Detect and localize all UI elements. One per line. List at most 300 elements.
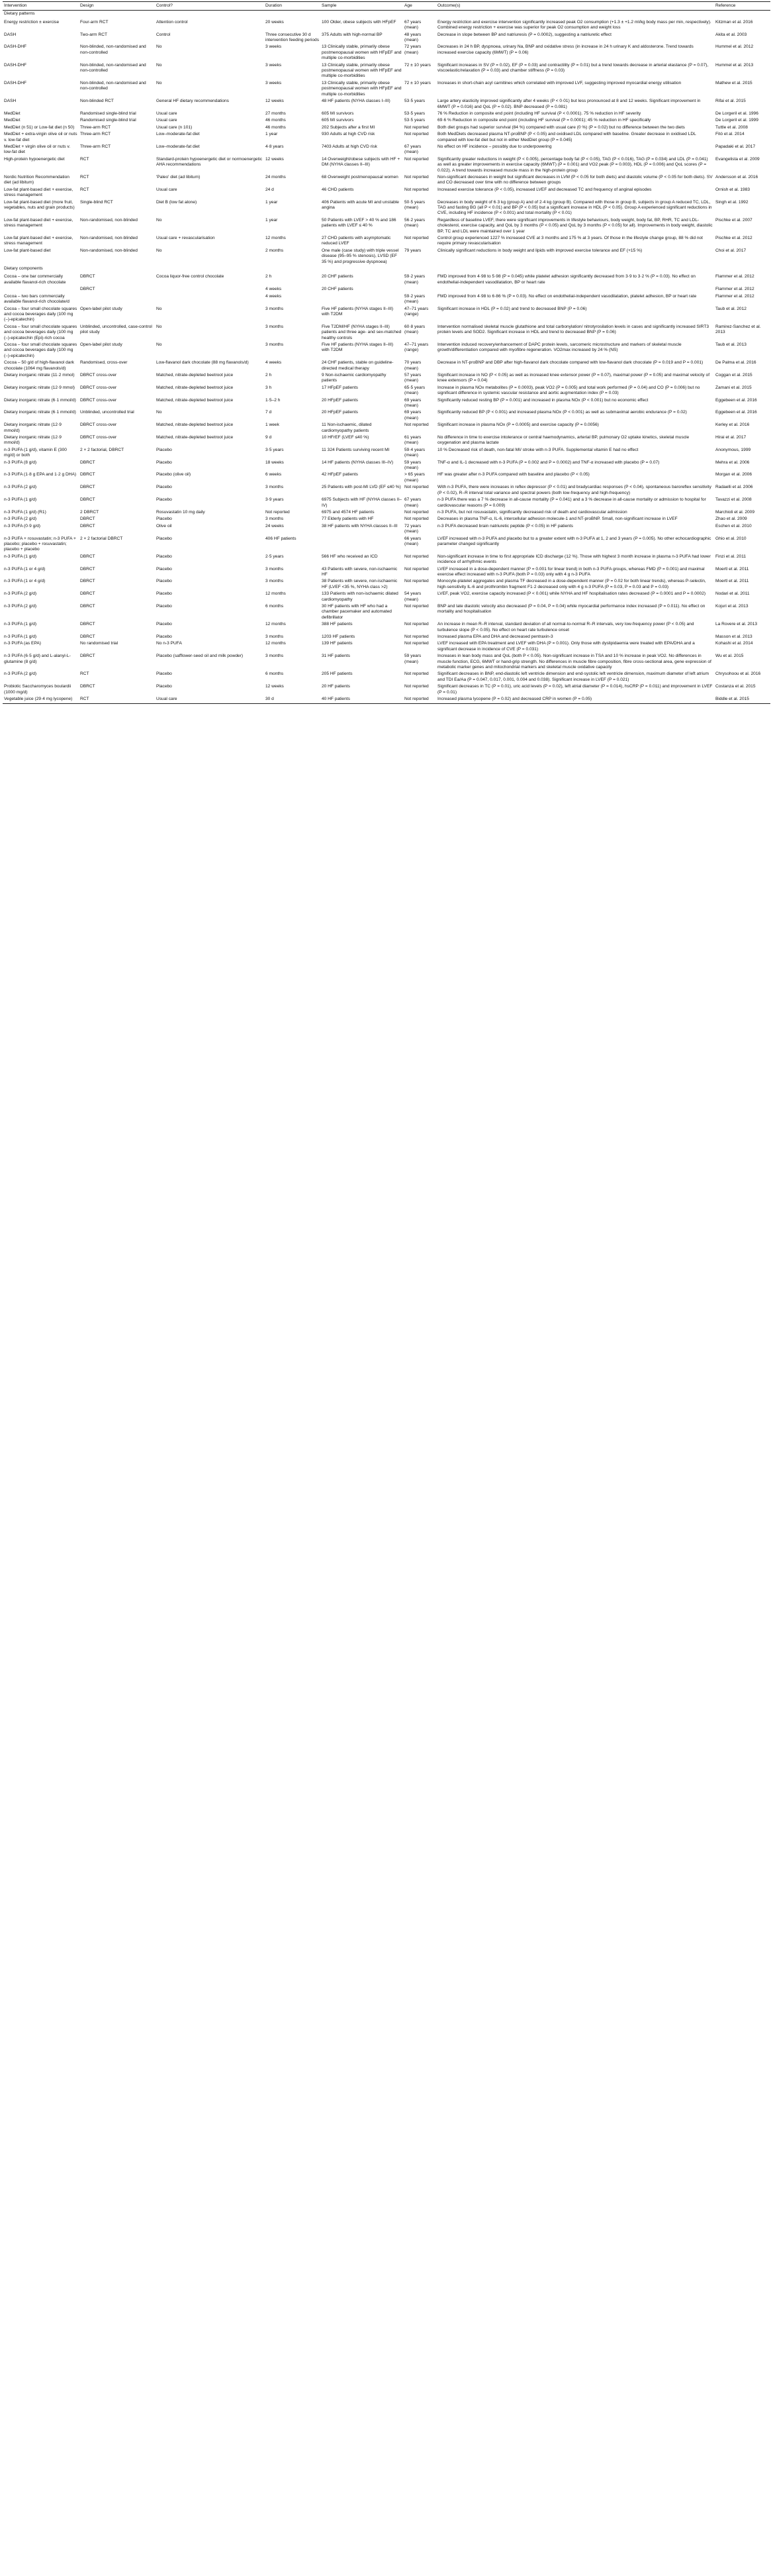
cell-reference: Masson et al. 2013	[715, 634, 752, 640]
cell-outcome: Energy restriction and exercise intervention significantly increased peak O2 consumption (+1.3 ± +1.2 ml/kg body mass per min, respectively). Combined energy restriction + exercise was superior for peak O2 consumption and weight loss	[437, 19, 711, 30]
cell-sample: Five HF patients (NYHA stages II–III) with T2DM	[322, 342, 394, 353]
cell-sample: 7403 Adults at high CVD risk	[322, 144, 377, 149]
cell-duration: Three consecutive 30 d intervention feeding periods	[265, 32, 320, 43]
cell-duration: 4 weeks	[265, 360, 282, 366]
cell-duration: 3 months	[265, 517, 284, 522]
cell-control: No	[156, 44, 162, 50]
cell-reference: Rifai et al. 2015	[715, 99, 746, 104]
col-header-control: Control?	[155, 2, 264, 11]
cell-design: DBRCT	[80, 684, 95, 689]
cell-design: Open-label pilot study	[80, 306, 122, 311]
cell-reference: Mathew et al. 2015	[715, 80, 752, 85]
cell-intervention: n-3 PUFA (2 g/d)	[4, 485, 37, 490]
cell-control: Matched, nitrate-depleted beetroot juice	[156, 435, 234, 440]
cell-control: Placebo	[156, 579, 172, 584]
table-row	[3, 272, 770, 286]
cell-sample: 6975 and 4574 HF patients	[322, 509, 375, 515]
cell-outcome: Decreases in 24 h BP, dyspnoea, urinary Na, BNP and oxidative stress (in increase in 24 h urinary K and aldosterone. Trend towards increased exercise capacity (6MWT) (P = 0.06)	[437, 44, 694, 55]
cell-design: RCT	[79, 696, 155, 703]
cell-design: Non-blinded, non-randomised and non-controlled	[80, 62, 146, 74]
cell-reference: Flammer et al. 2012	[715, 293, 754, 299]
cell-duration: 12 months	[265, 641, 286, 646]
cell-control: Placebo	[156, 622, 172, 627]
cell-sample: 40 HF patients	[320, 696, 403, 703]
table-row	[3, 324, 770, 342]
cell-outcome: Increased plasma lycopene (P = 0.02) and decreased CRP in women (P = 0.05)	[436, 696, 714, 703]
cell-sample: 38 Patients with severe, non-ischaemic HF (LVEF <35 %, NYHA class >2)	[322, 579, 398, 589]
cell-design: Single-blind RCT	[80, 199, 113, 205]
cell-control: Low–moderate-fat diet	[156, 132, 200, 137]
cell-intervention: n-3 PUFA (1·8 g EPA and 1·2 g DHA)	[4, 472, 77, 477]
cell-reference: Marchioli et al. 2009	[715, 509, 755, 515]
section-title: Dietary patterns	[4, 11, 35, 17]
cell-reference: Zhao et al. 2009	[715, 517, 747, 522]
cell-outcome: Significant increase in HDL (P = 0.02) and trend to decreased BNP (P = 0.06)	[437, 306, 587, 311]
cell-design: Unblinded, uncontrolled, case-control pilot study	[80, 324, 152, 335]
cell-sample: 43 Patients with severe, non-ischaemic HF	[322, 566, 398, 577]
cell-age: 53·5 years	[404, 118, 426, 123]
table-row	[3, 306, 770, 324]
cell-outcome: Decrease in NT-proBNP and DBP after high-flavanol dark chocolate compared with low-flavanol dark chocolate (P = 0.019 and P = 0.001)	[437, 360, 704, 366]
cell-design: Randomised single-blind trial	[80, 118, 136, 123]
cell-design: 2 × 2 factorial, DBRCT	[80, 447, 124, 452]
cell-control: Standard-protein hypoenergetic diet or normoenergetic AHA recommendations	[156, 156, 263, 168]
cell-intervention: Cocoa – four small chocolate squares and cocoa beverages daily (100 mg (–)-epicatechin)	[4, 306, 77, 322]
cell-intervention: Cocoa – four small chocolate squares and cocoa beverages daily (100 mg (–)-epicatechin (Epi)-rich cocoa	[4, 324, 77, 340]
cell-design: DBRCT	[80, 485, 95, 490]
section-title: Dietary components	[4, 266, 43, 272]
cell-intervention: n-3 PUFA (1 g/d)	[4, 554, 37, 559]
cell-sample: 11 324 Patients surviving recent MI	[322, 447, 390, 452]
cell-duration: 2·5 years	[265, 554, 284, 559]
cell-intervention: n-3 PUFA + rosuvastatin; n-3 PUFA + placebo; placebo + rosuvastatin; placebo + placebo	[4, 536, 76, 552]
cell-sample: Five HF patients (NYHA stages II–III) with T2DM	[322, 306, 394, 317]
cell-sample: 14 HF patients (NYHA classes III–IV)	[322, 460, 394, 465]
cell-reference: Papadaki et al. 2017	[715, 144, 756, 149]
cell-sample	[320, 293, 403, 306]
cell-design: Non-blinded RCT	[80, 99, 114, 104]
cell-design: DBRCT	[80, 287, 95, 292]
cell-sample: 566 HF who received an ICD	[322, 554, 378, 559]
cell-sample: 202 Subjects after a first MI	[322, 124, 375, 130]
cell-reference: Chrysohoou et al. 2016	[715, 671, 761, 677]
cell-age: Not reported	[404, 684, 429, 689]
cell-reference: Coggan et al. 2015	[715, 372, 752, 377]
cell-intervention: n-3 PUFA (8 g/d)	[4, 460, 37, 465]
cell-intervention: n-3 PUFA (2 g/d)	[4, 591, 37, 597]
cell-intervention: MedDiet + virgin olive oil or nuts v. low-fat diet	[4, 144, 71, 155]
cell-duration: 1 year	[265, 217, 278, 223]
cell-sample: 20 HFpEF patients	[322, 410, 358, 415]
cell-duration: 2 months	[265, 248, 284, 253]
cell-design: Two-arm RCT	[80, 32, 108, 37]
cell-outcome: Control group experienced 1227 % increased CVE at 3 months and 175 % at 3 years. Of those in the lifestyle change group, 88 % did not require primary revascularisation	[437, 236, 703, 246]
table-row	[3, 603, 770, 621]
cell-age: 59 years (mean)	[404, 654, 422, 664]
cell-outcome: LVEF increased with EPA treatment and LVEF with DHA (P = 0.001). Only those with dyslipidaemia were treated with EPA/DHA and a significant decrease in incidence of CVE (P = 0.031)	[437, 641, 695, 652]
cell-control: Matched, nitrate-depleted beetroot juice	[156, 422, 234, 428]
cell-reference: Tuttle et al. 2008	[715, 124, 748, 130]
cell-design: DBRCT	[80, 654, 95, 659]
cell-reference: Fitó et al. 2014	[715, 132, 745, 137]
cell-reference: Moertl et al. 2011	[715, 579, 749, 584]
cell-duration: 3·5 years	[265, 447, 284, 452]
cell-control: No	[156, 62, 162, 68]
cell-sample: 27 CHD patients with asymptomatic reduced LVEF	[322, 236, 391, 246]
table-row	[3, 174, 770, 187]
cell-control: No	[156, 342, 162, 347]
cell-design: Non-blinded, non-randomised and non-controlled	[80, 80, 146, 91]
cell-age: 79 years	[404, 248, 422, 253]
cell-design: Non-blinded, non-randomised and non-controlled	[80, 44, 146, 55]
cell-reference: Morgan et al. 2006	[715, 472, 752, 477]
cell-duration: 12 weeks	[265, 684, 284, 689]
cell-outcome	[436, 286, 714, 293]
cell-duration: 6 months	[265, 604, 284, 609]
cell-outcome: Both diet groups had superior survival (84 %) compared with usual care (0 %) (P = 0.02) but no difference between the two diets	[437, 124, 685, 130]
cell-age: 54 years (mean)	[404, 591, 422, 602]
cell-outcome: TNF-α and IL-1 decreased with n-3 PUFA (P = 0.002 and P = 0.0002) and TNF-α increased with placebo (P = 0.07)	[437, 460, 660, 465]
cell-duration: 12 months	[265, 591, 286, 597]
cell-design: 2 × 2 factorial DBRCT	[80, 536, 123, 541]
cell-outcome: HF was greater after n-3 PUFA compared with baseline and placebo (P < 0.05)	[437, 472, 590, 477]
table-row	[3, 696, 770, 703]
cell-sample: 20 HFpEF patients	[322, 397, 358, 403]
cell-control: Rosuvastatin 10 mg daily	[156, 509, 205, 515]
cell-outcome: No effect on HF incidence – possibly due to underpowering	[437, 144, 552, 149]
cell-control: Usual care	[156, 111, 177, 116]
cell-sample: 930 Adults at high CVD risk	[322, 132, 375, 137]
cell-duration: 18 weeks	[265, 460, 284, 465]
cell-reference: De Lorgeril et al. 1996	[715, 111, 758, 116]
cell-age: 61 years (mean)	[404, 435, 422, 446]
cell-control: Matched, nitrate-depleted beetroot juice	[156, 385, 234, 390]
cell-age: Not reported	[404, 485, 429, 490]
cell-age: 72 ± 10 years	[404, 62, 431, 68]
cell-design: RCT	[80, 156, 89, 162]
cell-age: 56·2 years (mean)	[404, 217, 426, 228]
cell-duration: 4 weeks	[265, 287, 282, 292]
cell-control: Placebo	[156, 497, 172, 503]
cell-intervention: Low-fat plant-based diet + exercise, stress management	[4, 236, 73, 246]
cell-sample: 605 MI survivors	[322, 111, 354, 116]
cell-age: Not reported	[404, 604, 429, 609]
cell-age: 59·2 years (mean)	[404, 293, 426, 305]
cell-reference: Flammer et al. 2012	[715, 287, 754, 292]
cell-duration: 6 weeks	[265, 472, 282, 477]
col-header-duration: Duration	[264, 2, 320, 11]
cell-age: 69 years (mean)	[404, 410, 422, 421]
cell-control: Placebo	[156, 447, 172, 452]
cell-design: Randomised single-blind trial	[80, 111, 136, 116]
cell-design: DBRCT cross-over	[80, 385, 117, 390]
cell-age: 66 years (mean)	[404, 536, 422, 546]
cell-reference: Wu et al. 2015	[715, 654, 744, 659]
table-row	[3, 117, 770, 124]
col-header-age: Age	[403, 2, 436, 11]
table-row	[3, 460, 770, 472]
cell-age: Not reported	[404, 517, 429, 522]
cell-duration: 24 weeks	[265, 523, 284, 528]
cell-reference: Ramirez-Sanchez et al. 2013	[715, 324, 761, 335]
cell-outcome: Increased exercise tolerance (P < 0.05), increased LVEF and decreased TC and frequency of anginal episodes	[437, 187, 652, 192]
table-row	[3, 640, 770, 653]
cell-reference: Andersson et al. 2016	[715, 174, 758, 179]
cell-control: Placebo (olive oil)	[156, 472, 191, 477]
cell-age: Not reported	[404, 634, 429, 640]
cell-outcome: Decreases in plasma TNF-α, IL-6, intercellular adhesion molecule-1 and NT-proBNP. Small, non-significant increase in LVEF	[437, 517, 678, 522]
cell-sample: 68 Overweight postmenopausal women	[322, 174, 398, 179]
cell-intervention: DASH	[4, 99, 17, 104]
cell-duration: 24 d	[265, 187, 274, 192]
cell-age: Not reported	[404, 124, 429, 130]
table-row	[3, 342, 770, 360]
cell-sample: 50 Patients with LVEF > 40 % and 186 patients with LVEF ≤ 40 %	[322, 217, 396, 228]
cell-duration: 2 h	[265, 274, 272, 279]
cell-intervention: n-3 PUFA (1 g/d) (R1)	[4, 509, 46, 515]
cell-intervention: n-3 PUFA (1 g/d), vitamin E (300 mg/d) or both	[4, 447, 67, 458]
cell-sample: 1203 HF patients	[322, 634, 355, 640]
cell-outcome: Decreases in body weight of 6·3 kg (group A) and of 2·4 kg (group B). Compared with those in group B, subjects in group A reduced TC, LDL, TAG and fasting BG (all P < 0.01) and BP (P < 0.05) but a significant increase in HDL (P < 0.05). Group A experienced significant reductions in CVE, including HF incidence (P < 0.001) and total mortality (P < 0.01)	[437, 199, 712, 216]
cell-reference: Ghio et al. 2010	[715, 536, 747, 541]
cell-sample: 20 HF patients	[322, 684, 350, 689]
cell-control: Placebo	[156, 517, 172, 522]
cell-outcome: n-3 PUFA, but not rosuvastatin, significantly decreased risk of death and cardiovascular admission	[437, 509, 627, 515]
table-row	[3, 509, 770, 516]
cell-intervention: DASH	[4, 32, 17, 37]
cell-sample: 375 Adults with high-normal BP	[322, 32, 383, 37]
cell-intervention: n-3 PUFA (1 g/d)	[4, 622, 37, 627]
cell-reference: De Palma et al. 2016	[715, 360, 756, 366]
cell-reference: Pischke et al. 2012	[715, 236, 752, 241]
cell-design: Four-arm RCT	[80, 19, 109, 25]
cell-outcome: Significant increase in plasma NOx (P = 0.0005) and exercise capacity (P = 0.0056)	[437, 422, 599, 428]
cell-outcome: Intervention induced recovery/enhancement of DAPC protein levels, sarcomeric microstructure and markers of skeletal muscle growth/differentiation compared with myofibre regeneration. VO2max increased by 24 % (NS)	[437, 342, 682, 353]
cell-age: Not reported	[404, 236, 429, 241]
cell-sample: 205 HF patients	[322, 671, 353, 677]
cell-duration: 30 d	[264, 696, 320, 703]
cell-design: DBRCT	[80, 497, 95, 503]
cell-design: RCT	[80, 187, 89, 192]
cell-age: 57 years (mean)	[404, 372, 422, 383]
cell-control: Olive oil	[156, 523, 172, 528]
cell-duration: 12 months	[265, 622, 286, 627]
cell-control: Diet B (low fat alone)	[156, 199, 197, 205]
cell-reference: Taub et al. 2012	[715, 306, 747, 311]
cell-intervention: DASH-DHF	[4, 44, 27, 50]
cell-design: DBRCT	[80, 591, 95, 597]
cell-design: DBRCT cross-over	[80, 435, 117, 440]
cell-sample: 14 Overweight/obese subjects with HF + DM (NYHA classes II–III)	[322, 156, 400, 168]
cell-duration: 4 weeks	[265, 293, 282, 299]
cell-sample: 38 HF patients with NYHA classes II–III	[322, 523, 398, 528]
cell-age: > 65 years (mean)	[404, 472, 425, 483]
cell-outcome: Increases in lean body mass and QoL (both P < 0.05). Non-significant increase in TSA and 10 % increase in peak VO2. No differences in muscle function, ECG, 6MWT or hand-grip strength. No differences in muscle fibre composition, fibre cross-sectional area, gene expression of metabolic marker genes and mitochondrial markers and skeletal muscle oxidative capacity	[437, 654, 711, 670]
cell-age: Not reported	[404, 422, 429, 428]
cell-sample: 605 MI survivors	[322, 118, 354, 123]
cell-sample: 9 Non-ischaemic cardiomyopathy patients	[322, 372, 386, 383]
cell-age: Not reported	[404, 566, 429, 571]
table-row	[3, 471, 770, 484]
cell-design: RCT	[80, 174, 89, 179]
table-row	[3, 286, 770, 293]
cell-design: DBRCT	[80, 523, 95, 528]
cell-duration: 1 year	[265, 132, 278, 137]
table-row	[3, 62, 770, 80]
cell-reference: Mehra et al. 2006	[715, 460, 750, 465]
cell-reference: Eggebeen et al. 2016	[715, 410, 757, 415]
cell-design: DBRCT	[80, 274, 95, 279]
cell-intervention	[3, 286, 79, 293]
cell-sample: 10 HFrEF (LVEF ≤40 %)	[322, 435, 369, 440]
cell-intervention: MedDiet (n 51) or Low-fat diet (n 50)	[4, 124, 75, 130]
header-row	[3, 2, 770, 11]
cell-age: Not reported	[404, 622, 429, 627]
cell-control: Usual care (n 101)	[156, 124, 193, 130]
cell-control: Placebo	[156, 460, 172, 465]
cell-duration: 24 months	[265, 174, 286, 179]
cell-outcome: 76 % Reduction in composite end point (including HF survival (P < 0.0001). 75 % reduction in HF severity	[437, 111, 641, 116]
cell-outcome: Increased plasma EPA and DHA and decreased pentraxin-3	[437, 634, 553, 640]
section-row	[3, 266, 770, 272]
table-row	[3, 653, 770, 671]
cell-age: 53·5 years	[404, 99, 426, 104]
cell-duration: 406 HF patients	[265, 536, 296, 541]
cell-design: DBRCT	[80, 622, 95, 627]
cell-age: Not reported	[403, 696, 436, 703]
cell-age: 59·2 years (mean)	[404, 274, 426, 285]
cell-outcome: Non-significant decreases in weight but significant decreases in LVM (P < 0.05 for both diets) and diastolic volume (P < 0.05 for both diets). SV and CO decreased over time with no difference between groups	[437, 174, 713, 185]
cell-intervention: n-3 PUFA (1 g/d)	[4, 634, 37, 640]
cell-duration: 3 months	[265, 566, 284, 571]
cell-sample: 139 HF patients	[322, 641, 353, 646]
cell-outcome: Significant increases in SV (P = 0.02), EF (P = 0.03) and contractility (P = 0.01) but a trend towards decrease in arterial elastance (P = 0.07), viscoelastic/relaxation (P = 0.03) and chamber stiffness (P = 0.03)	[437, 62, 709, 74]
cell-control: Placebo	[156, 604, 172, 609]
cell-reference: Biddle et al. 2015	[714, 696, 770, 703]
table-row	[3, 217, 770, 235]
cell-design: Randomised, cross-over	[80, 360, 128, 366]
cell-sample: 388 HF patients	[322, 622, 353, 627]
cell-control	[155, 293, 264, 306]
cell-age: Not reported	[404, 641, 429, 646]
cell-outcome: Decrease in slope between BP and natriuresis (P = 0.0002), suggesting a natriuretic effect	[437, 32, 612, 37]
cell-design: DBRCT	[80, 634, 95, 640]
cell-outcome: Significantly reduced resting BP (P = 0.001) and increased in plasma NOx (P < 0.001) but no economic effect	[437, 397, 649, 403]
table-row	[3, 385, 770, 397]
cell-intervention: Low-fat plant-based diet	[4, 248, 51, 253]
cell-control: 'Paleo' diet (ad libitum)	[156, 174, 201, 179]
table-row	[3, 578, 770, 591]
cell-duration: 4·8 years	[265, 144, 284, 149]
cell-outcome: Large artery elasticity improved significantly after 4 weeks (P < 0·01) but less pronounced at 8 and 12 weeks. Significant improvement in 6MWT (P = 0.016) and QoL (P = 0.02). BNP decreased (P = 0.081)	[437, 99, 701, 109]
cell-age: Not reported	[404, 579, 429, 584]
cell-outcome: Significantly reduced BP (P < 0.001) and increased plasma NOx (P < 0.001) as well as submaximal aerobic endurance (P = 0.02)	[437, 410, 687, 415]
cell-age: Not reported	[404, 187, 429, 192]
cell-reference: Eggebeen et al. 2016	[715, 397, 757, 403]
cell-reference: Evangelista et al. 2009	[715, 156, 760, 162]
cell-design: DBRCT	[80, 579, 95, 584]
cell-reference: Costanza et al. 2015	[715, 684, 756, 689]
cell-design: Non-randomised, non-blinded	[80, 236, 138, 241]
cell-duration: 46 months	[265, 118, 286, 123]
table-row	[3, 32, 770, 44]
cell-age: 65·5 years (mean)	[404, 385, 426, 396]
col-header-reference: Reference	[714, 2, 770, 11]
table-row	[3, 98, 770, 111]
cell-intervention: Dietary inorganic nitrate (6·1 mmol/d)	[4, 410, 76, 415]
cell-age: 67 years (mean)	[404, 497, 422, 508]
cell-outcome: Intervention normalised skeletal muscle glutathione and total carbonylation/ nitrotyrosilation levels in cases and significantly increased SIRT3 protein levels and SOD2. Significant increase in HDL and trend to decreased BNP (P = 0.06)	[437, 324, 709, 335]
cell-sample: Five T2DM/HF (NYHA stages II–III) patients and three age- and sex-matched healthy controls	[322, 324, 402, 340]
cell-sample: 6975 Subjects with HF (NYHA classes II–IV)	[322, 497, 402, 508]
cell-control: Placebo	[156, 485, 172, 490]
col-header-sample: Sample	[320, 2, 403, 11]
cell-duration: 6 months	[265, 671, 284, 677]
cell-intervention: Energy restriction ± exercise	[4, 19, 60, 25]
cell-control: Control	[156, 32, 171, 37]
cell-age: 59 years (mean)	[404, 460, 422, 471]
cell-outcome: Significantly greater reductions in weight (P < 0.005), percentage body fat (P < 0.05), TAG (P < 0.016), TAG (P = 0.034) and LDL (P = 0.041) as well as greater improvements in exercise capacity (6MWT) (P = 0.001) and VO2 peak (P = 0.003), HDL (P = 0.006) and QoL scores (P = 0.022). A trend towards increased muscle mass in the high-protein group	[437, 156, 708, 173]
cell-outcome: Clinically significant reductions in body weight and lipids with improved exercise tolerance and EF (+15 %)	[437, 248, 643, 253]
cell-outcome: Monocyte-platelet aggregates and plasma TF decreased in a dose-dependent manner (P = 0.02 for both linear trends), whereas P-selectin, high-sensitivity IL-6 and prothrombin fragment F1·2 decreased only with 4 g n-3 PUFA (P = 0.03, P = 0.03 and P = 0.03)	[437, 579, 706, 589]
cell-reference: Hirai et al. 2017	[715, 435, 747, 440]
cell-design: DBRCT	[80, 460, 95, 465]
cell-outcome: Non-significant increase in time to first appropriate ICD discharge (12 %). Those with highest 3 month increase in plasma n-3 PUFA had lower incidence of arrhythmic events	[437, 554, 711, 565]
cell-reference: Nodari et al. 2011	[715, 591, 750, 597]
cell-intervention: DASH-DHF	[4, 80, 27, 85]
table-row	[3, 516, 770, 522]
cell-outcome: Increase in plasma NOx metabolites (P = 0.0003), peak VO2 (P = 0.005) and total work performed (P = 0.04) and CO (P = 0.006) but no significant difference in systemic vascular resistance and aortic augmentation index (P = 0.03)	[437, 385, 700, 396]
cell-reference: Ornish et al. 1983	[715, 187, 750, 192]
table-row	[3, 634, 770, 640]
cell-sample: 20 CHF patients	[322, 287, 353, 292]
cell-design: DBRCT	[80, 566, 95, 571]
cell-sample: 46 CHD patients	[322, 187, 354, 192]
cell-intervention: n-3 PUFA (1 or 4 g/d)	[4, 579, 46, 584]
cell-intervention: DASH-DHF	[4, 62, 27, 68]
cell-duration: 3 weeks	[265, 80, 282, 85]
cell-age	[403, 286, 436, 293]
table-row	[3, 554, 770, 566]
cell-sample: 42 HFpEF patients	[322, 472, 358, 477]
cell-age: Not reported	[404, 132, 429, 137]
cell-intervention: n-3 PUFA (0·9 g/d)	[4, 523, 40, 528]
cell-age: 69 years (mean)	[404, 397, 422, 408]
cell-control: Usual care	[156, 118, 177, 123]
cell-age: 72 years (mean)	[404, 44, 422, 55]
cell-outcome: FMD improved from 4·98 to 5·98 (P = 0.045) while platelet adhesion significantly decreased from 3·9 to 3·2 % (P = 0.03). No effect on endothelial-independent vasodilatation, BP or heart rate	[437, 274, 696, 285]
table-row	[3, 187, 770, 199]
cell-design: Non-randomised, non-blinded	[80, 217, 138, 223]
cell-control: Usual care + revascularisation	[156, 236, 215, 241]
cell-duration: 9 d	[265, 435, 272, 440]
cell-outcome: LVEF increased with n-3 PUFA and placebo but to a greater extent with n-3 PUFA at 1, 2 and 3 years (P = 0.005). No other echocardiographic parameter changed significantly	[437, 536, 711, 546]
table-row	[3, 248, 770, 266]
cell-age: 48 years (mean)	[404, 32, 422, 43]
table-row	[3, 18, 770, 32]
cell-duration: 12 weeks	[265, 99, 284, 104]
cell-intervention: Cocoa – 50 g/d of high-flavanol dark chocolate (1064 mg flavanols/d)	[4, 360, 74, 371]
cell-age: Not reported	[404, 174, 429, 179]
table-row	[3, 591, 770, 603]
cell-intervention: n-3 PUFA (as EPA)	[4, 641, 41, 646]
cell-duration: 3 weeks	[265, 44, 282, 50]
cell-control: No	[156, 306, 162, 311]
cell-control: Attention control	[156, 19, 188, 25]
table-row	[3, 44, 770, 62]
table-row	[3, 156, 770, 174]
cell-intervention: Probiotic Saccharomyces boulardii (1000 mg/d)	[4, 684, 71, 695]
